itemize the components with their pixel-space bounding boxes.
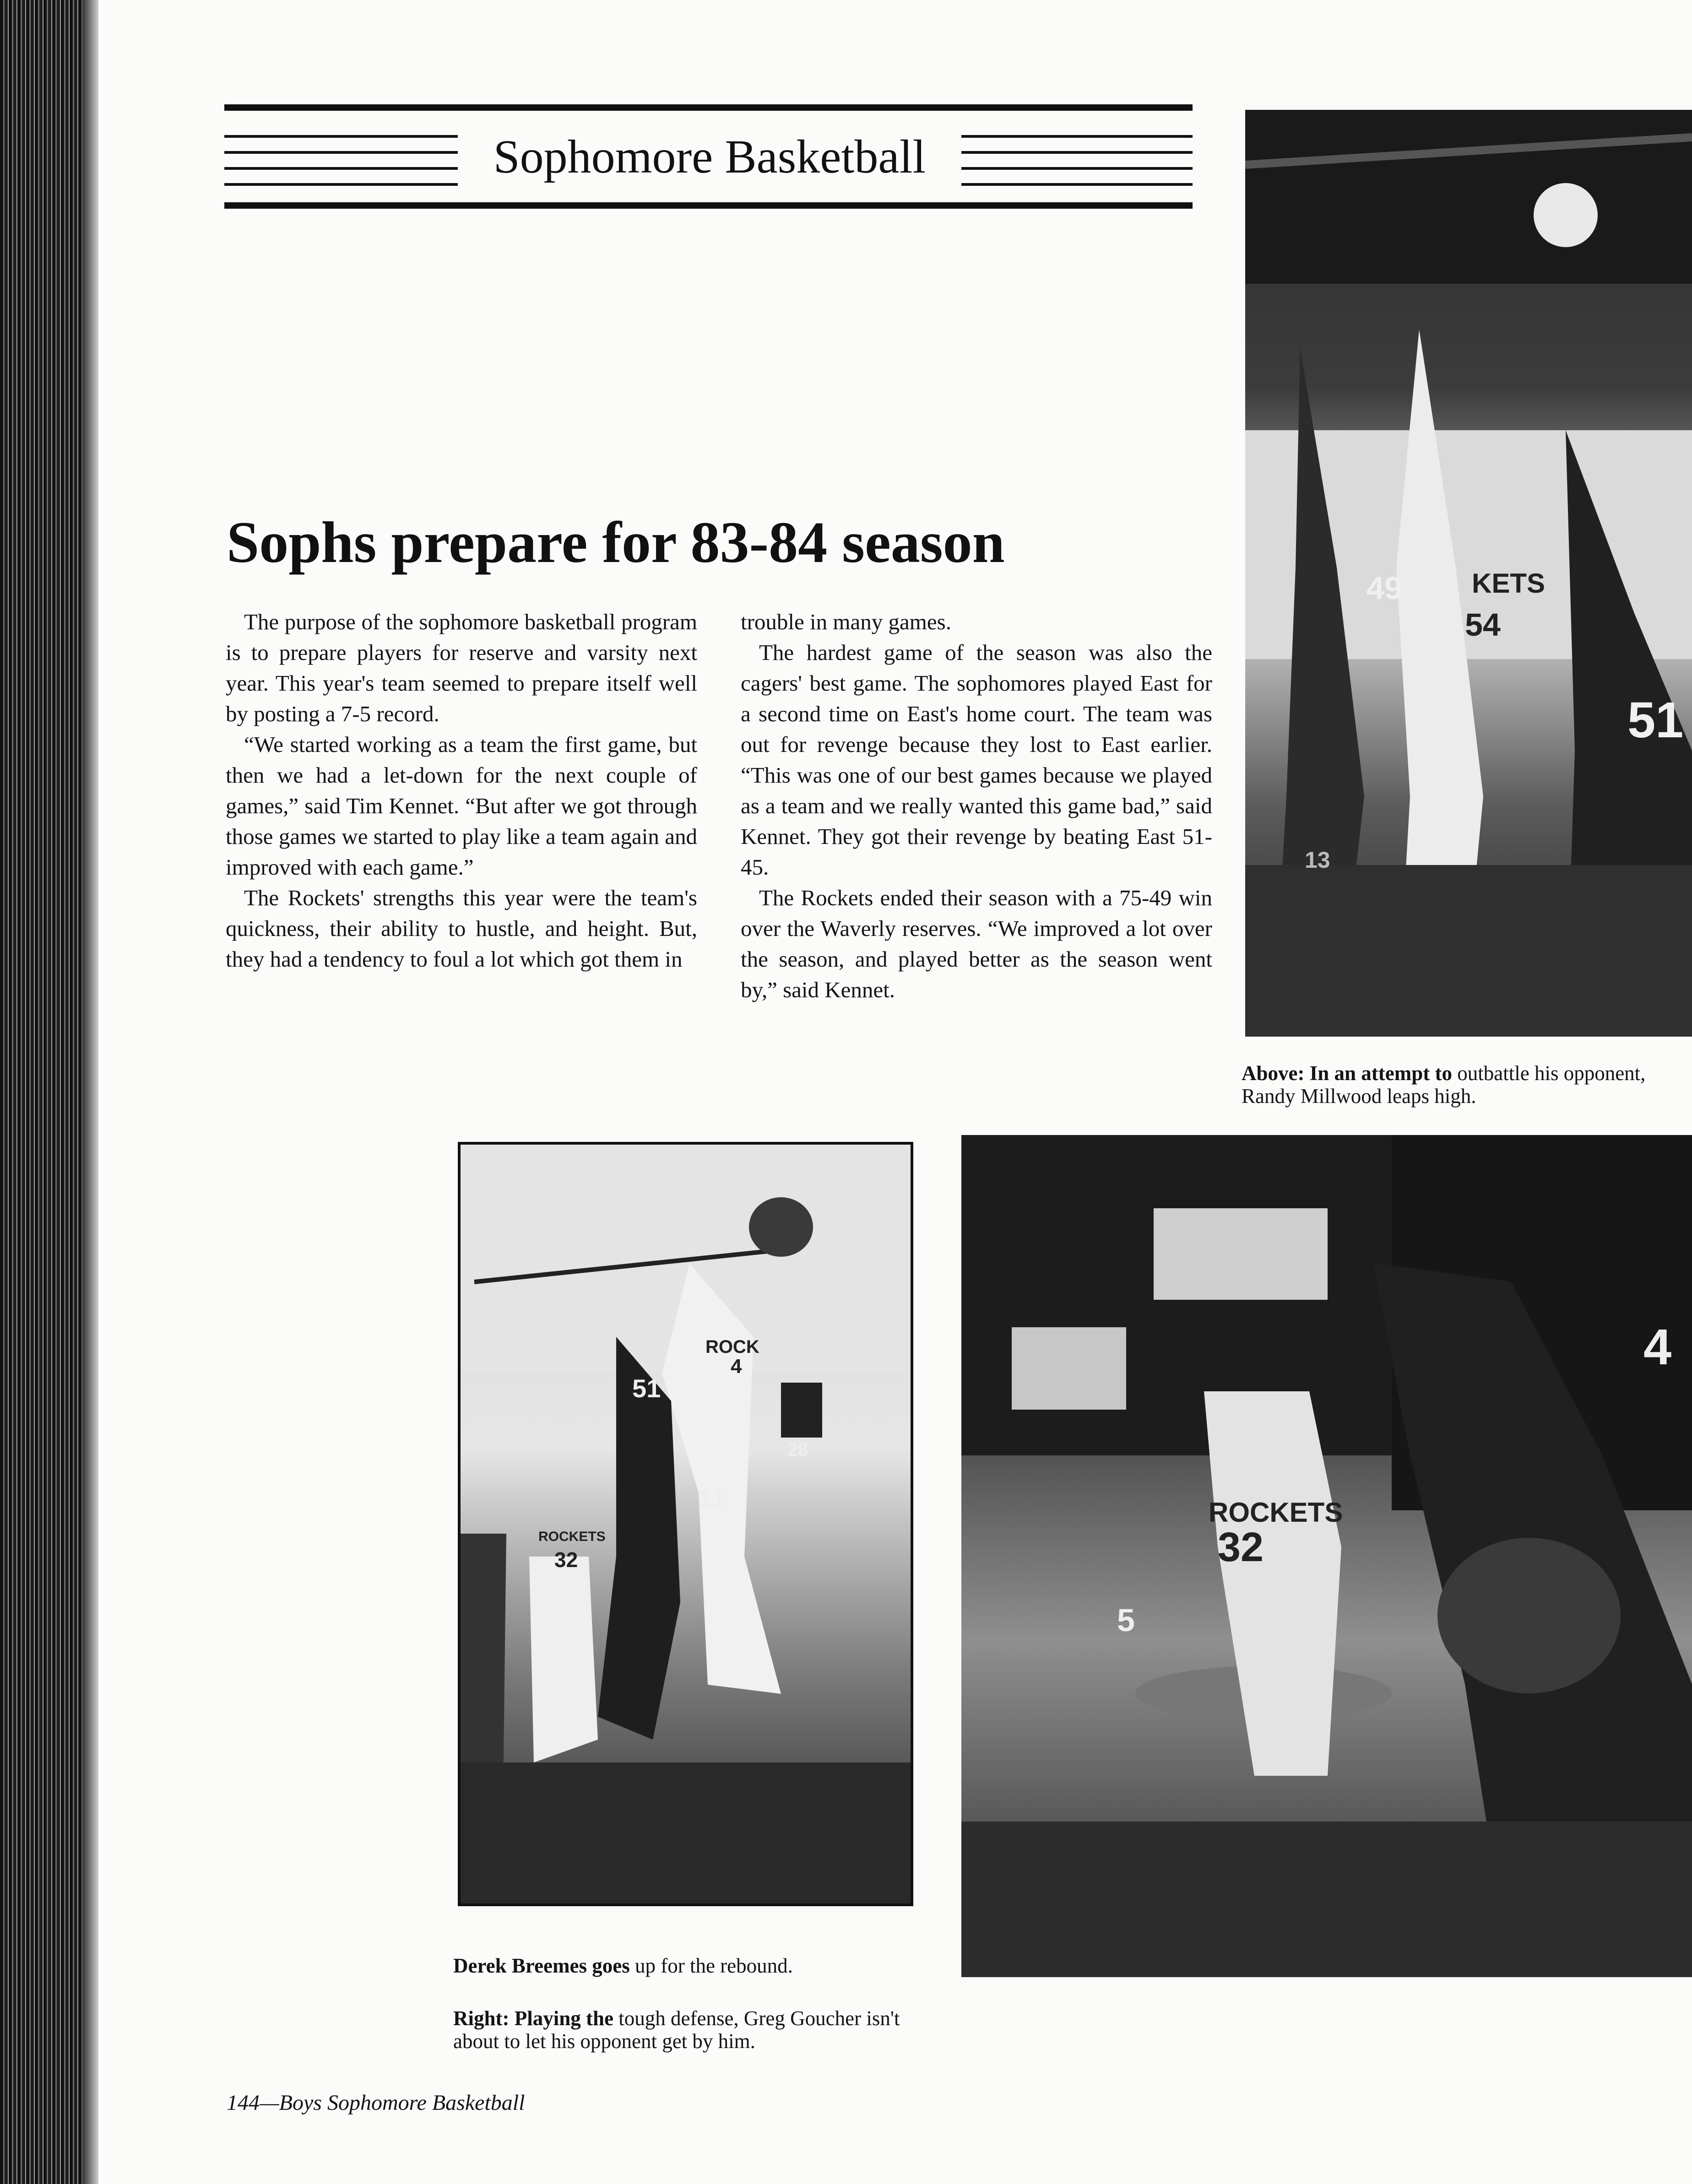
photo-players-leaping: [1245, 110, 1692, 1037]
photo-illustration: [461, 1145, 911, 1903]
jersey-number: 51: [632, 1374, 661, 1403]
article-headline: Sophs prepare for 83-84 season: [227, 510, 1005, 575]
header-bottom-rule: [224, 202, 1193, 209]
article-column-right: [741, 606, 1212, 1005]
caption-right: [453, 2007, 934, 2053]
jersey-number: 32: [1218, 1524, 1264, 1570]
jersey-lettering: ROCKETS: [1209, 1497, 1343, 1528]
header-left-line-3: [224, 167, 458, 170]
caption-above: [1242, 1062, 1690, 1108]
caption-lead: Above: In an attempt to: [1242, 1062, 1452, 1085]
jersey-lettering: ROCKETS: [538, 1529, 606, 1544]
section-title: Sophomore Basketball: [493, 130, 926, 183]
header-right-line-2: [961, 151, 1193, 154]
caption-lead: Right: Playing the: [453, 2007, 614, 2030]
header-top-rule: [224, 104, 1193, 111]
paragraph: trouble in many games.: [741, 609, 951, 634]
jersey-number: 11: [699, 1484, 726, 1513]
jersey-number: 51: [1627, 692, 1684, 748]
jersey-lettering: KETS: [1472, 568, 1546, 599]
paragraph: The Rockets' strengths this year were the team's quickness, their ability to hustle, and height. But, they had a tendency to foul a lot which got them in: [226, 885, 697, 972]
paragraph: “We started working as a team the first game, but then we had a let-down for the next couple of games,” said Tim Kennet. “But after we got through those games we started to play like a team again and improved with each game.”: [226, 732, 697, 880]
jersey-number: 4: [1643, 1319, 1672, 1375]
jersey-number: 49: [1367, 570, 1402, 606]
binding-shadow: [82, 0, 98, 2184]
photo-illustration: [961, 1135, 1692, 1977]
caption-lead: Derek Breemes goes: [453, 1954, 630, 1977]
header-left-line-1: [224, 135, 458, 138]
jersey-number: 4: [731, 1355, 742, 1378]
jersey-number: 5: [1117, 1602, 1135, 1638]
photo-rebound: [458, 1142, 913, 1906]
header-left-line-2: [224, 151, 458, 154]
jersey-lettering: ROCK: [705, 1337, 759, 1357]
paragraph: The hardest game of the season was also the cagers' best game. The sophomores played East for a second time on East's home court. The team was out for revenge because they lost to East earlier. “This was one of our best games because we played as a team and we really wanted this game bad,” said Kennet. They got their revenge by beating East 51-45.: [741, 640, 1212, 880]
page-folio: 144—Boys Sophomore Basketball: [227, 2091, 525, 2115]
header-right-line-1: [961, 135, 1193, 138]
photo-illustration: [1245, 110, 1692, 1037]
caption-text: tough defense, Greg Goucher isn't about to let his opponent get by him.: [453, 2007, 900, 2053]
header-left-line-4: [224, 183, 458, 186]
scoreboard-number: 28: [788, 1440, 808, 1460]
article-column-left: [226, 606, 697, 974]
caption-rebound: [453, 1954, 934, 1977]
jersey-number: 54: [1465, 607, 1501, 643]
paragraph: The Rockets ended their season with a 75-49 win over the Waverly reserves. “We improved a lot over the season, and played better as the season went by,” said Kennet.: [741, 885, 1212, 1002]
caption-text: outbattle his opponent, Randy Millwood leaps high.: [1242, 1062, 1646, 1108]
jersey-number: 32: [554, 1548, 578, 1572]
paragraph: The purpose of the sophomore basketball program is to prepare players for reserve and varsity next year. This year's team seemed to prepare itself well by posting a 7-5 record.: [226, 609, 697, 726]
header-right-line-4: [961, 183, 1193, 186]
header-right-line-3: [961, 167, 1193, 170]
caption-text: up for the rebound.: [629, 1954, 793, 1977]
jersey-number: 13: [1305, 847, 1330, 873]
photo-defense: [961, 1135, 1692, 1977]
